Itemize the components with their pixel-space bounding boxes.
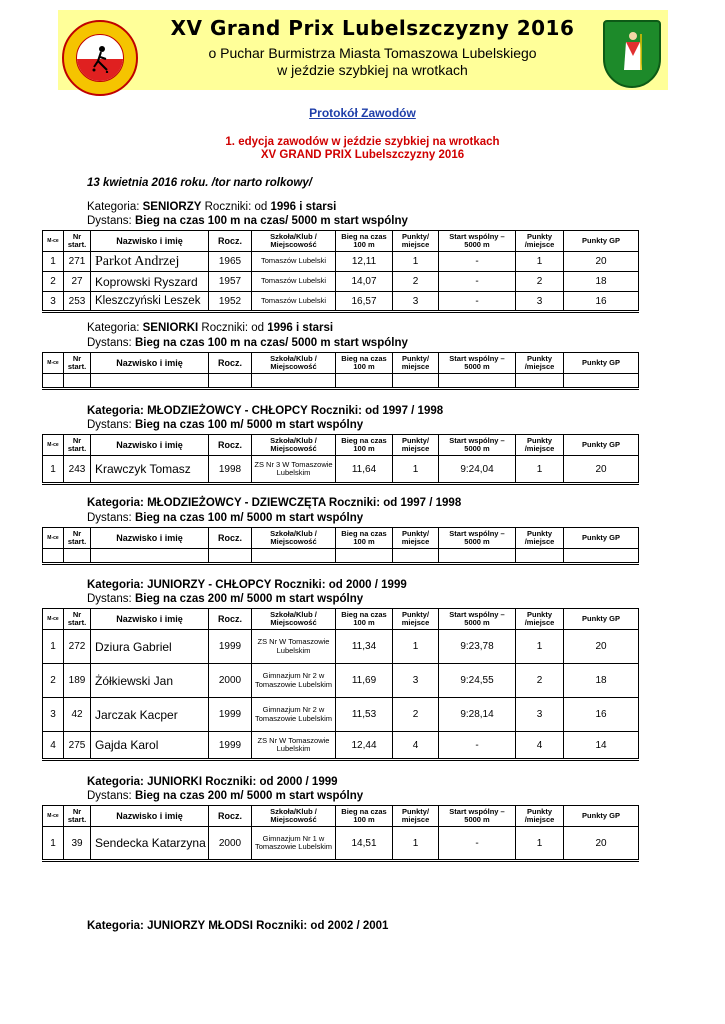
results-table-seniorki: M-ce Nr start. Nazwisko i imię Rocz. Szkoła/Klub / Miejscowość Bieg na czas 100 m Punkty/ miejsce Start wspólny – 5000 m Punkty /miejsce Punkty GP xyxy=(42,352,639,390)
distance-line: Dystans: Bieg na czas 100 m/ 5000 m start wspólny xyxy=(87,512,364,524)
table-row: 2 189 Żółkiewski Jan 2000 Gimnazjum Nr 2 w Tomaszowie Lubelskim 11,69 3 9:24,55 2 18 xyxy=(43,664,639,698)
roller-club-logo-icon xyxy=(62,20,138,96)
edition-line-2: XV GRAND PRIX Lubelszczyzny 2016 xyxy=(260,149,465,161)
table-row: 1 271 Parkot Andrzej 1965 Tomaszów Lubelski 12,11 1 - 1 20 xyxy=(43,252,639,272)
col-header-time-100: Bieg na czas 100 m xyxy=(336,231,393,252)
category-heading: Kategoria: SENIORKI Roczniki: od 1996 i starsi xyxy=(87,322,334,334)
distance-line: Dystans: Bieg na czas 100 m na czas/ 5000 m start wspólny xyxy=(87,337,408,349)
col-header-points-5000: Punkty /miejsce xyxy=(516,231,564,252)
category-heading: Kategoria: JUNIORZY - CHŁOPCY Roczniki: od 2000 / 1999 xyxy=(87,579,407,591)
col-header-points-100: Punkty/ miejsce xyxy=(393,231,439,252)
page-subtitle-1: o Puchar Burmistrza Miasta Tomaszowa Lubelskiego xyxy=(208,45,537,61)
table-row: 3 42 Jarczak Kacper 1999 Gimnazjum Nr 2 w Tomaszowie Lubelskim 11,53 2 9:28,14 3 16 xyxy=(43,698,639,732)
col-header-place: M-ce xyxy=(43,231,64,252)
category-heading: Kategoria: SENIORZY Roczniki: od 1996 i starsi xyxy=(87,201,337,213)
table-row: 1 243 Krawczyk Tomasz 1998 ZS Nr 3 W Tomaszowie Lubelskim 11,64 1 9:24,04 1 20 xyxy=(43,456,639,484)
col-header-name: Nazwisko i imię xyxy=(91,231,209,252)
protocol-title: Protokół Zawodów xyxy=(309,106,416,120)
table-row xyxy=(43,374,639,389)
table-row xyxy=(43,549,639,564)
event-date: 13 kwietnia 2016 roku. /tor narto rolkowy/ xyxy=(87,177,312,189)
results-table-juniorki: M-ce Nr start. Nazwisko i imię Rocz. Szkoła/Klub / Miejscowość Bieg na czas 100 m Punkty/ miejsce Start wspólny – 5000 m Punkty /miejsce Punkty GP 1 39 Sendecka Katarzyna 2000 Gimnazjum Nr 1 w Tomaszowie Lubelskim 14,51 1 - 1 20 xyxy=(42,805,639,862)
results-table-mlodziezowcy-dziewczeta: M-ce Nr start. Nazwisko i imię Rocz. Szkoła/Klub / Miejscowość Bieg na czas 100 m Punkty/ miejsce Start wspólny – 5000 m Punkty /miejsce Punkty GP xyxy=(42,527,639,565)
table-row: 2 27 Koprowski Ryszard 1957 Tomaszów Lubelski 14,07 2 - 2 18 xyxy=(43,272,639,292)
col-header-club: Szkoła/Klub / Miejscowość xyxy=(252,231,336,252)
results-table-juniorzy-chlopcy: M-ce Nr start. Nazwisko i imię Rocz. Szkoła/Klub / Miejscowość Bieg na czas 100 m Punkty/ miejsce Start wspólny – 5000 m Punkty /miejsce Punkty GP 1 272 Dziura Gabriel 1999 ZS Nr W Tomaszowie Lubelskim 11,34 1 9:23,78 1 20 2 189 Żółkiewski Jan 2000 Gimnazjum Nr 2 w Tomaszowie Lubelskim 11,69 3 9:24,55 2 18 3 42 Jarczak Kacper 1999 Gimnazjum Nr 2 w Tomaszowie Lubelskim 11,53 2 9:28,14 3 16 4 275 Gajda Karol 1999 ZS Nr W Tomaszowie Lubelskim 12,44 4 - 4 14 xyxy=(42,608,639,761)
edition-line-1: 1. edycja zawodów w jeździe szybkiej na wrotkach xyxy=(225,136,500,148)
page-title: XV Grand Prix Lubelszczyzny 2016 xyxy=(170,16,575,40)
page-subtitle-2: w jeździe szybkiej na wrotkach xyxy=(277,62,468,78)
distance-line: Dystans: Bieg na czas 100 m/ 5000 m start wspólny xyxy=(87,419,364,431)
results-table-seniorzy xyxy=(42,230,639,313)
table-row: 1 39 Sendecka Katarzyna 2000 Gimnazjum Nr 1 w Tomaszowie Lubelskim 14,51 1 - 1 20 xyxy=(43,827,639,861)
distance-line: Dystans: Bieg na czas 200 m/ 5000 m start wspólny xyxy=(87,790,364,802)
distance-line: Dystans: Bieg na czas 100 m na czas/ 5000 m start wspólny xyxy=(87,215,408,227)
results-table-mlodziezowcy-chlopcy: M-ce Nr start. Nazwisko i imię Rocz. Szkoła/Klub / Miejscowość Bieg na czas 100 m Punkty/ miejsce Start wspólny – 5000 m Punkty /miejsce Punkty GP 1 243 Krawczyk Tomasz 1998 ZS Nr 3 W Tomaszowie Lubelskim 11,64 1 9:24,04 1 20 xyxy=(42,434,639,485)
table-row: 1 272 Dziura Gabriel 1999 ZS Nr W Tomaszowie Lubelskim 11,34 1 9:23,78 1 20 xyxy=(43,630,639,664)
tomaszow-coat-of-arms-icon xyxy=(603,20,661,88)
category-heading: Kategoria: MŁODZIEŻOWCY - CHŁOPCY Roczniki: od 1997 / 1998 xyxy=(87,405,444,417)
category-heading: Kategoria: MŁODZIEŻOWCY - DZIEWCZĘTA Roczniki: od 1997 / 1998 xyxy=(87,497,462,509)
col-header-time-5000: Start wspólny – 5000 m xyxy=(439,231,516,252)
col-header-gp: Punkty GP xyxy=(564,231,639,252)
col-header-year: Rocz. xyxy=(209,231,252,252)
col-header-nr: Nr start. xyxy=(64,231,91,252)
table-row: 3 253 Kleszczyński Leszek 1952 Tomaszów Lubelski 16,57 3 - 3 16 xyxy=(43,292,639,312)
category-heading: Kategoria: JUNIORKI Roczniki: od 2000 / 1999 xyxy=(87,776,338,788)
category-heading: Kategoria: JUNIORZY MŁODSI Roczniki: od 2002 / 2001 xyxy=(87,920,389,932)
table-row: 4 275 Gajda Karol 1999 ZS Nr W Tomaszowie Lubelskim 12,44 4 - 4 14 xyxy=(43,732,639,760)
distance-line: Dystans: Bieg na czas 200 m/ 5000 m start wspólny xyxy=(87,593,364,605)
